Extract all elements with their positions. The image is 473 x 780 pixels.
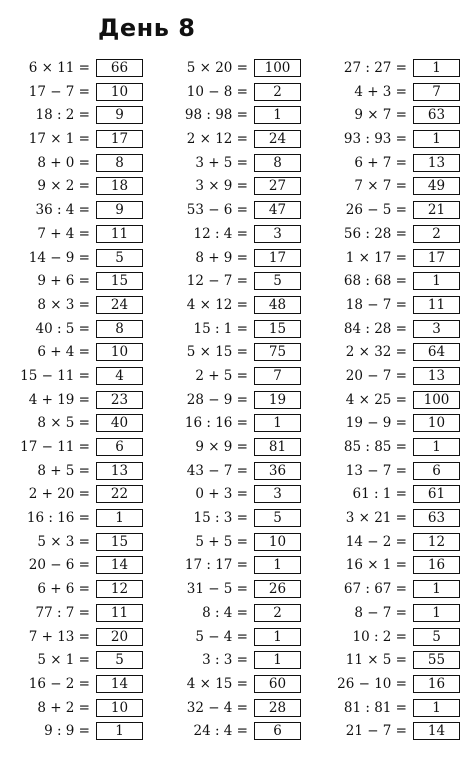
answer-box[interactable]: 4: [96, 367, 143, 385]
exercise-expression: 9 × 7 =: [354, 107, 407, 124]
answer-box[interactable]: 3: [254, 485, 301, 503]
exercise-expression: 2 × 32 =: [345, 344, 407, 361]
exercise-expression: 8 × 3 =: [37, 296, 90, 313]
answer-box[interactable]: 15: [254, 320, 301, 338]
exercise-expression: 7 + 13 =: [28, 628, 90, 645]
answer-box[interactable]: 8: [254, 154, 301, 172]
exercise-expression: 26 − 5 =: [345, 202, 407, 219]
answer-box[interactable]: 40: [96, 414, 143, 432]
answer-box[interactable]: 24: [96, 296, 143, 314]
answer-box[interactable]: 16: [413, 556, 460, 574]
answer-box[interactable]: 1: [413, 699, 460, 717]
answer-box[interactable]: 5: [413, 628, 460, 646]
exercise-expression: 77 : 7 =: [35, 604, 90, 621]
exercise-expression: 17 : 17 =: [184, 557, 248, 574]
exercise-expression: 12 : 4 =: [193, 225, 248, 242]
answer-box[interactable]: 15: [96, 533, 143, 551]
exercise-expression: 8 + 0 =: [37, 154, 90, 171]
exercise-expression: 3 : 3 =: [202, 652, 248, 669]
exercise-expression: 2 + 5 =: [195, 367, 248, 384]
exercise-expression: 5 − 4 =: [195, 628, 248, 645]
answer-box[interactable]: 63: [413, 509, 460, 527]
answer-box[interactable]: 1: [254, 414, 301, 432]
exercise-expression: 17 × 1 =: [28, 131, 90, 148]
exercise-expression: 81 : 81 =: [343, 699, 407, 716]
exercise-expression: 24 : 4 =: [193, 723, 248, 740]
answer-box[interactable]: 13: [96, 462, 143, 480]
exercise-expression: 5 × 1 =: [37, 652, 90, 669]
answer-box[interactable]: 27: [254, 177, 301, 195]
answer-box[interactable]: 7: [413, 83, 460, 101]
answer-box[interactable]: 11: [413, 296, 460, 314]
exercise-expression: 4 × 25 =: [345, 391, 407, 408]
page-title: День 8: [98, 14, 196, 42]
answer-box[interactable]: 1: [254, 106, 301, 124]
answer-box[interactable]: 15: [96, 272, 143, 290]
answer-box[interactable]: 16: [413, 675, 460, 693]
answer-box[interactable]: 55: [413, 651, 460, 669]
answer-box[interactable]: 12: [96, 580, 143, 598]
exercise-expression: 18 − 7 =: [345, 296, 407, 313]
answer-box[interactable]: 100: [254, 59, 301, 77]
exercise-expression: 7 × 7 =: [354, 178, 407, 195]
answer-box[interactable]: 49: [413, 177, 460, 195]
exercise-expression: 16 × 1 =: [345, 557, 407, 574]
answer-box[interactable]: 5: [96, 249, 143, 267]
answer-box[interactable]: 17: [254, 249, 301, 267]
exercise-expression: 28 − 9 =: [186, 391, 248, 408]
exercise-expression: 0 + 3 =: [195, 486, 248, 503]
answer-box[interactable]: 6: [96, 438, 143, 456]
exercise-expression: 68 : 68 =: [343, 273, 407, 290]
answer-box[interactable]: 7: [254, 367, 301, 385]
answer-box[interactable]: 1: [254, 651, 301, 669]
answer-box[interactable]: 26: [254, 580, 301, 598]
exercise-expression: 93 : 93 =: [343, 131, 407, 148]
answer-box[interactable]: 14: [96, 675, 143, 693]
exercise-expression: 10 − 8 =: [186, 83, 248, 100]
exercise-expression: 26 − 10 =: [337, 675, 407, 692]
exercise-expression: 31 − 5 =: [186, 581, 248, 598]
exercise-expression: 15 : 1 =: [193, 320, 248, 337]
answer-box[interactable]: 9: [96, 106, 143, 124]
exercise-expression: 9 × 9 =: [195, 439, 248, 455]
exercise-expression: 98 : 98 =: [184, 107, 248, 124]
exercise-expression: 85 : 85 =: [343, 439, 407, 455]
exercise-expression: 3 × 21 =: [345, 510, 407, 527]
exercise-expression: 9 + 6 =: [37, 273, 90, 290]
exercise-expression: 6 × 11 =: [28, 60, 90, 76]
answer-box[interactable]: 9: [96, 201, 143, 219]
exercise-expression: 19 − 9 =: [345, 415, 407, 432]
answer-box[interactable]: 3: [413, 320, 460, 338]
exercise-expression: 3 + 5 =: [195, 154, 248, 171]
answer-box[interactable]: 10: [96, 343, 143, 361]
answer-box[interactable]: 11: [96, 604, 143, 622]
answer-box[interactable]: 1: [413, 438, 460, 456]
exercise-expression: 9 × 2 =: [37, 178, 90, 195]
exercise-expression: 8 + 5 =: [37, 462, 90, 479]
exercise-expression: 53 − 6 =: [186, 202, 248, 219]
answer-box[interactable]: 1: [254, 628, 301, 646]
answer-box[interactable]: 21: [413, 201, 460, 219]
exercise-expression: 8 × 5 =: [37, 415, 90, 432]
answer-box[interactable]: 22: [96, 485, 143, 503]
exercise-expression: 67 : 67 =: [343, 581, 407, 598]
exercise-expression: 12 − 7 =: [186, 273, 248, 290]
exercise-expression: 15 : 3 =: [193, 510, 248, 527]
exercise-expression: 3 × 9 =: [195, 178, 248, 195]
exercise-expression: 6 + 4 =: [37, 344, 90, 361]
answer-box[interactable]: 1: [254, 556, 301, 574]
answer-box[interactable]: 10: [96, 699, 143, 717]
answer-box[interactable]: 5: [254, 509, 301, 527]
exercise-expression: 5 + 5 =: [195, 533, 248, 550]
answer-box[interactable]: 1: [413, 59, 460, 77]
answer-box[interactable]: 60: [254, 675, 301, 693]
answer-box[interactable]: 47: [254, 201, 301, 219]
exercise-expression: 40 : 5 =: [35, 320, 90, 337]
answer-box[interactable]: 1: [413, 272, 460, 290]
answer-box[interactable]: 63: [413, 106, 460, 124]
answer-box[interactable]: 5: [96, 651, 143, 669]
exercise-expression: 8 : 4 =: [202, 604, 248, 621]
exercise-expression: 16 : 16 =: [26, 510, 90, 527]
exercise-expression: 56 : 28 =: [343, 225, 407, 242]
exercise-expression: 84 : 28 =: [343, 320, 407, 337]
answer-box[interactable]: 8: [96, 320, 143, 338]
answer-box[interactable]: 2: [254, 604, 301, 622]
answer-box[interactable]: 1: [413, 580, 460, 598]
exercise-expression: 17 − 11 =: [20, 439, 90, 455]
exercise-expression: 2 × 12 =: [186, 131, 248, 148]
exercise-expression: 5 × 15 =: [186, 344, 248, 361]
exercise-expression: 8 + 2 =: [37, 699, 90, 716]
answer-box[interactable]: 61: [413, 485, 460, 503]
answer-box[interactable]: 13: [413, 367, 460, 385]
answer-box[interactable]: 3: [254, 225, 301, 243]
exercise-expression: 14 − 2 =: [345, 533, 407, 550]
answer-box[interactable]: 14: [413, 722, 460, 740]
exercise-expression: 16 − 2 =: [28, 675, 90, 692]
answer-box[interactable]: 10: [96, 83, 143, 101]
answer-box[interactable]: 1: [413, 604, 460, 622]
answer-box[interactable]: 6: [413, 462, 460, 480]
answer-box[interactable]: 1: [96, 722, 143, 740]
answer-box[interactable]: 75: [254, 343, 301, 361]
exercise-expression: 27 : 27 =: [343, 60, 407, 76]
answer-box[interactable]: 1: [413, 130, 460, 148]
answer-box[interactable]: 48: [254, 296, 301, 314]
exercise-expression: 21 − 7 =: [345, 723, 407, 740]
answer-box[interactable]: 5: [254, 272, 301, 290]
answer-box[interactable]: 11: [96, 225, 143, 243]
answer-box[interactable]: 14: [96, 556, 143, 574]
exercise-expression: 4 + 3 =: [354, 83, 407, 100]
answer-box[interactable]: 36: [254, 462, 301, 480]
answer-box[interactable]: 8: [96, 154, 143, 172]
answer-box[interactable]: 19: [254, 391, 301, 409]
answer-box[interactable]: 2: [413, 225, 460, 243]
exercise-expression: 15 − 11 =: [20, 367, 90, 384]
exercise-expression: 8 − 7 =: [354, 604, 407, 621]
answer-box[interactable]: 64: [413, 343, 460, 361]
answer-box[interactable]: 18: [96, 177, 143, 195]
exercise-expression: 36 : 4 =: [35, 202, 90, 219]
exercise-expression: 20 − 7 =: [345, 367, 407, 384]
answer-box[interactable]: 10: [413, 414, 460, 432]
answer-box[interactable]: 6: [254, 722, 301, 740]
exercise-expression: 8 + 9 =: [195, 249, 248, 266]
answer-box[interactable]: 81: [254, 438, 301, 456]
answer-box[interactable]: 20: [96, 628, 143, 646]
exercise-expression: 11 × 5 =: [345, 652, 407, 669]
exercise-expression: 32 − 4 =: [186, 699, 248, 716]
exercise-expression: 7 + 4 =: [37, 225, 90, 242]
answer-box[interactable]: 1: [96, 509, 143, 527]
answer-box[interactable]: 17: [96, 130, 143, 148]
exercise-expression: 61 : 1 =: [352, 486, 407, 503]
answer-box[interactable]: 100: [413, 391, 460, 409]
exercise-expression: 6 + 7 =: [354, 154, 407, 171]
answer-box[interactable]: 17: [413, 249, 460, 267]
exercise-expression: 10 : 2 =: [352, 628, 407, 645]
exercise-expression: 16 : 16 =: [184, 415, 248, 432]
exercise-expression: 43 − 7 =: [186, 462, 248, 479]
exercise-expression: 14 − 9 =: [28, 249, 90, 266]
exercise-expression: 18 : 2 =: [35, 107, 90, 124]
exercise-expression: 5 × 3 =: [37, 533, 90, 550]
exercise-expression: 6 + 6 =: [37, 581, 90, 598]
answer-box[interactable]: 2: [254, 83, 301, 101]
exercise-expression: 4 × 15 =: [186, 675, 248, 692]
exercise-expression: 4 + 19 =: [28, 391, 90, 408]
exercise-expression: 2 + 20 =: [28, 486, 90, 503]
exercise-expression: 17 − 7 =: [28, 83, 90, 100]
answer-box[interactable]: 13: [413, 154, 460, 172]
answer-box[interactable]: 23: [96, 391, 143, 409]
exercise-expression: 9 : 9 =: [44, 723, 90, 740]
answer-box[interactable]: 10: [254, 533, 301, 551]
answer-box[interactable]: 24: [254, 130, 301, 148]
exercise-expression: 13 − 7 =: [345, 462, 407, 479]
exercise-expression: 20 − 6 =: [28, 557, 90, 574]
answer-box[interactable]: 66: [96, 59, 143, 77]
exercise-expression: 5 × 20 =: [186, 60, 248, 76]
exercise-expression: 4 × 12 =: [186, 296, 248, 313]
exercise-expression: 1 × 17 =: [345, 249, 407, 266]
answer-box[interactable]: 28: [254, 699, 301, 717]
answer-box[interactable]: 12: [413, 533, 460, 551]
